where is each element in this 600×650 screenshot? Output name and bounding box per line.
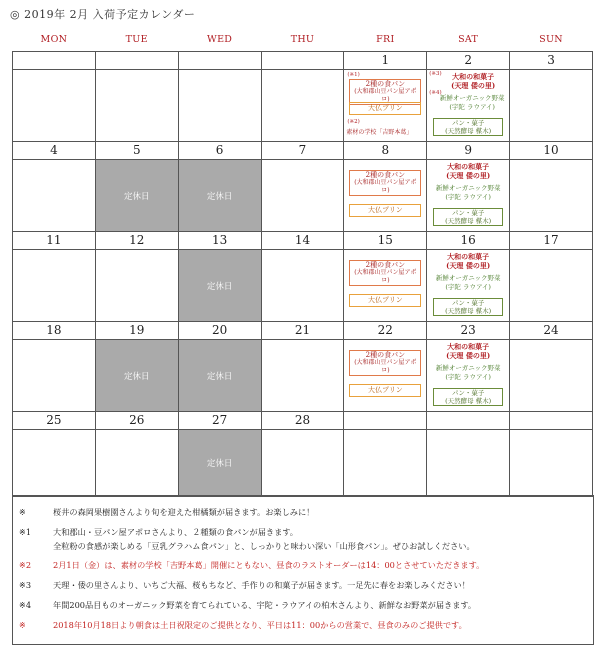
day-body: [261, 160, 344, 232]
week-5-body: [13, 430, 593, 497]
day-body-closed: [178, 430, 261, 497]
veg-source: (宇陀 ラウアイ): [445, 193, 491, 201]
weekday-tue: TUE: [125, 33, 148, 45]
date-cell: 17: [510, 232, 593, 250]
week-1-dates: [13, 52, 593, 70]
bread-source: (大和郡山豆パン屋アポロ): [354, 269, 417, 284]
note-key: ※4: [19, 600, 32, 610]
note-key: ※: [19, 507, 26, 517]
bread-label: 2種の食パン: [365, 351, 406, 359]
note-item: [19, 505, 589, 519]
week-1-body: [13, 70, 593, 142]
date-cell: [344, 412, 427, 430]
date-cell: 19: [95, 322, 178, 340]
day-body-sat: [427, 250, 510, 322]
date-cell: 26: [95, 412, 178, 430]
day-body: [261, 250, 344, 322]
day-body: [261, 340, 344, 412]
note-mark-2: (※2): [347, 119, 360, 125]
day-body-fri: [344, 340, 427, 412]
pan-label: パン・菓子: [451, 119, 485, 127]
weekday-header-row: [13, 27, 593, 52]
pan-box: [433, 208, 503, 226]
wagashi-source: (天理 倭の里): [446, 261, 491, 270]
day-body: [13, 70, 96, 142]
day-body-closed: [178, 340, 261, 412]
week-2-dates: [13, 142, 593, 160]
note-mark-3: (※3): [429, 71, 442, 77]
note-mark-1: (※1): [347, 72, 360, 78]
wagashi-label: 大和の和菓子: [447, 342, 490, 351]
note-item: [19, 539, 589, 553]
pan-label: パン・菓子: [451, 299, 485, 307]
date-cell: 3: [510, 52, 593, 70]
yoshino-label: 素材の学校「吉野本葛」: [346, 129, 413, 136]
note-key: ※2: [19, 560, 32, 570]
veg-source: (宇陀 ラウアイ): [445, 373, 491, 381]
pudding-box: 大仏プリン: [349, 294, 421, 307]
day-body: [13, 340, 96, 412]
day-body-closed: [178, 250, 261, 322]
weekday-fri: FRI: [376, 33, 395, 45]
closed-day-label: 定休日: [179, 250, 261, 321]
veg-label: 新鮮オーガニック野菜: [435, 184, 501, 192]
day-body-closed: [95, 340, 178, 412]
date-cell: 16: [427, 232, 510, 250]
pan-label: パン・菓子: [451, 209, 485, 217]
day-body: [510, 250, 593, 322]
wagashi-label: 大和の和菓子: [452, 72, 495, 81]
date-cell: 6: [178, 142, 261, 160]
wagashi-label: 大和の和菓子: [447, 252, 490, 261]
day-body: [510, 160, 593, 232]
date-cell: 4: [13, 142, 96, 160]
veg-label: 新鮮オーガニック野菜: [435, 274, 501, 282]
weekday-mon: MON: [40, 33, 68, 45]
pan-label: パン・菓子: [451, 389, 485, 397]
date-cell: 9: [427, 142, 510, 160]
bread-label: 2種の食パン: [365, 261, 406, 269]
wagashi-source: (天理 倭の里): [451, 81, 496, 90]
day-body: [13, 430, 96, 497]
note-text: 天理・倭の里さんより、いちご大福、桜もちなど、手作りの和菓子が届きます。一足先に春をお楽しみください！: [53, 580, 470, 590]
date-cell: 27: [178, 412, 261, 430]
date-cell: 23: [427, 322, 510, 340]
pan-box: [433, 388, 503, 406]
week-3-dates: [13, 232, 593, 250]
date-cell: 5: [95, 142, 178, 160]
date-cell: 7: [261, 142, 344, 160]
pan-source: (天然酵母 楳木): [445, 127, 492, 135]
bread-box: [349, 260, 421, 286]
weekday-sun: SUN: [539, 33, 563, 45]
date-cell: 14: [261, 232, 344, 250]
date-cell: 10: [510, 142, 593, 160]
note-text: 2018年10月18日より朝食は土日祝限定のご提供となり、平日は11：00からの営業で、昼食のみのご提供です。: [53, 620, 467, 630]
date-cell: 11: [13, 232, 96, 250]
bread-source: (大和郡山豆パン屋アポロ): [354, 88, 417, 103]
date-cell: [261, 52, 344, 70]
week-5-dates: [13, 412, 593, 430]
date-cell: [13, 52, 96, 70]
day-body: [13, 250, 96, 322]
day-body: [510, 340, 593, 412]
day-body: [344, 430, 427, 497]
note-item: [19, 525, 589, 539]
day-body-sat: [427, 160, 510, 232]
date-cell: 8: [344, 142, 427, 160]
note-text: 大和郡山・豆パン屋アポロさんより、２種類の食パンが届きます。: [53, 527, 298, 537]
weekday-sat: SAT: [458, 33, 479, 45]
day-body-sat: [427, 340, 510, 412]
day-body-fri: [344, 70, 427, 142]
note-item: [19, 578, 589, 592]
week-4-dates: [13, 322, 593, 340]
closed-day-label: 定休日: [179, 160, 261, 231]
week-3-body: [13, 250, 593, 322]
note-mark-4: (※4): [429, 90, 442, 96]
closed-day-label: 定休日: [96, 340, 178, 411]
day-body: [95, 250, 178, 322]
date-cell: 22: [344, 322, 427, 340]
weekday-wed: WED: [207, 33, 233, 45]
pan-source: (天然酵母 楳木): [445, 397, 492, 405]
calendar-table: [12, 27, 593, 497]
page-title: ◎ 2019年 2月 入荷予定カレンダー: [10, 8, 196, 21]
note-item-highlight: [19, 558, 589, 572]
wagashi-source: (天理 倭の里): [446, 171, 491, 180]
date-cell: 24: [510, 322, 593, 340]
bread-box: [349, 170, 421, 196]
date-cell: [510, 412, 593, 430]
day-body: [261, 70, 344, 142]
date-cell: [178, 52, 261, 70]
note-text: 2月1日（金）は、素材の学校「吉野本葛」開催にともない、昼食のラストオーダーは14：00とさせていただきます。: [53, 560, 485, 570]
notes-box: [12, 495, 594, 645]
date-cell: [427, 412, 510, 430]
day-body: [178, 70, 261, 142]
pan-source: (天然酵母 楳木): [445, 217, 492, 225]
day-body: [13, 160, 96, 232]
day-body-fri: [344, 160, 427, 232]
veg-label: 新鮮オーガニック野菜: [435, 364, 501, 372]
day-body-fri: [344, 250, 427, 322]
bread-label: 2種の食パン: [365, 80, 406, 88]
pan-source: (天然酵母 楳木): [445, 307, 492, 315]
date-cell: 28: [261, 412, 344, 430]
date-cell: 1: [344, 52, 427, 70]
pudding-box: 大仏プリン: [349, 384, 421, 397]
note-text: 年間200品目ものオーガニック野菜を育てられている、宇陀・ラウアイの柏木さんより、新鮮なお野菜が届きます。: [53, 600, 477, 610]
day-body: [427, 430, 510, 497]
note-key: ※1: [19, 527, 32, 537]
veg-source: (宇陀 ラウアイ): [449, 103, 495, 111]
pudding-box: 大仏プリン: [349, 102, 421, 115]
date-cell: [95, 52, 178, 70]
date-cell: 12: [95, 232, 178, 250]
note-key: ※: [19, 620, 26, 630]
closed-day-label: 定休日: [179, 430, 261, 496]
closed-day-label: 定休日: [96, 160, 178, 231]
date-cell: 21: [261, 322, 344, 340]
day-body-sat: [427, 70, 510, 142]
week-2-body: [13, 160, 593, 232]
day-body: [261, 430, 344, 497]
pan-box: [433, 118, 503, 136]
day-body-closed: [95, 160, 178, 232]
date-cell: 13: [178, 232, 261, 250]
weekday-thu: THU: [290, 33, 315, 45]
date-cell: 20: [178, 322, 261, 340]
wagashi-label: 大和の和菓子: [447, 162, 490, 171]
day-body: [95, 430, 178, 497]
note-item-highlight: [19, 618, 589, 632]
day-body: [95, 70, 178, 142]
date-cell: 2: [427, 52, 510, 70]
day-body-closed: [178, 160, 261, 232]
note-key: ※3: [19, 580, 32, 590]
week-4-body: [13, 340, 593, 412]
veg-source: (宇陀 ラウアイ): [445, 283, 491, 291]
date-cell: 15: [344, 232, 427, 250]
date-cell: 18: [13, 322, 96, 340]
note-text: 桜井の森岡果樹園さんより旬を迎えた柑橘類が届きます。お楽しみに！: [53, 507, 315, 517]
day-body: [510, 430, 593, 497]
veg-label: 新鮮オーガニック野菜: [439, 94, 505, 102]
wagashi-source: (天理 倭の里): [446, 351, 491, 360]
bread-box: [349, 350, 421, 376]
note-text: 全粒粉の食感が楽しめる「豆乳グラハム食パン」と、しっかりと味わい深い「山形食パン」。ぜひお試しください。: [53, 541, 475, 551]
bread-label: 2種の食パン: [365, 171, 406, 179]
bread-source: (大和郡山豆パン屋アポロ): [354, 179, 417, 194]
closed-day-label: 定休日: [179, 340, 261, 411]
note-item: [19, 598, 589, 612]
bread-source: (大和郡山豆パン屋アポロ): [354, 359, 417, 374]
pan-box: [433, 298, 503, 316]
date-cell: 25: [13, 412, 96, 430]
day-body: [510, 70, 593, 142]
pudding-box: 大仏プリン: [349, 204, 421, 217]
